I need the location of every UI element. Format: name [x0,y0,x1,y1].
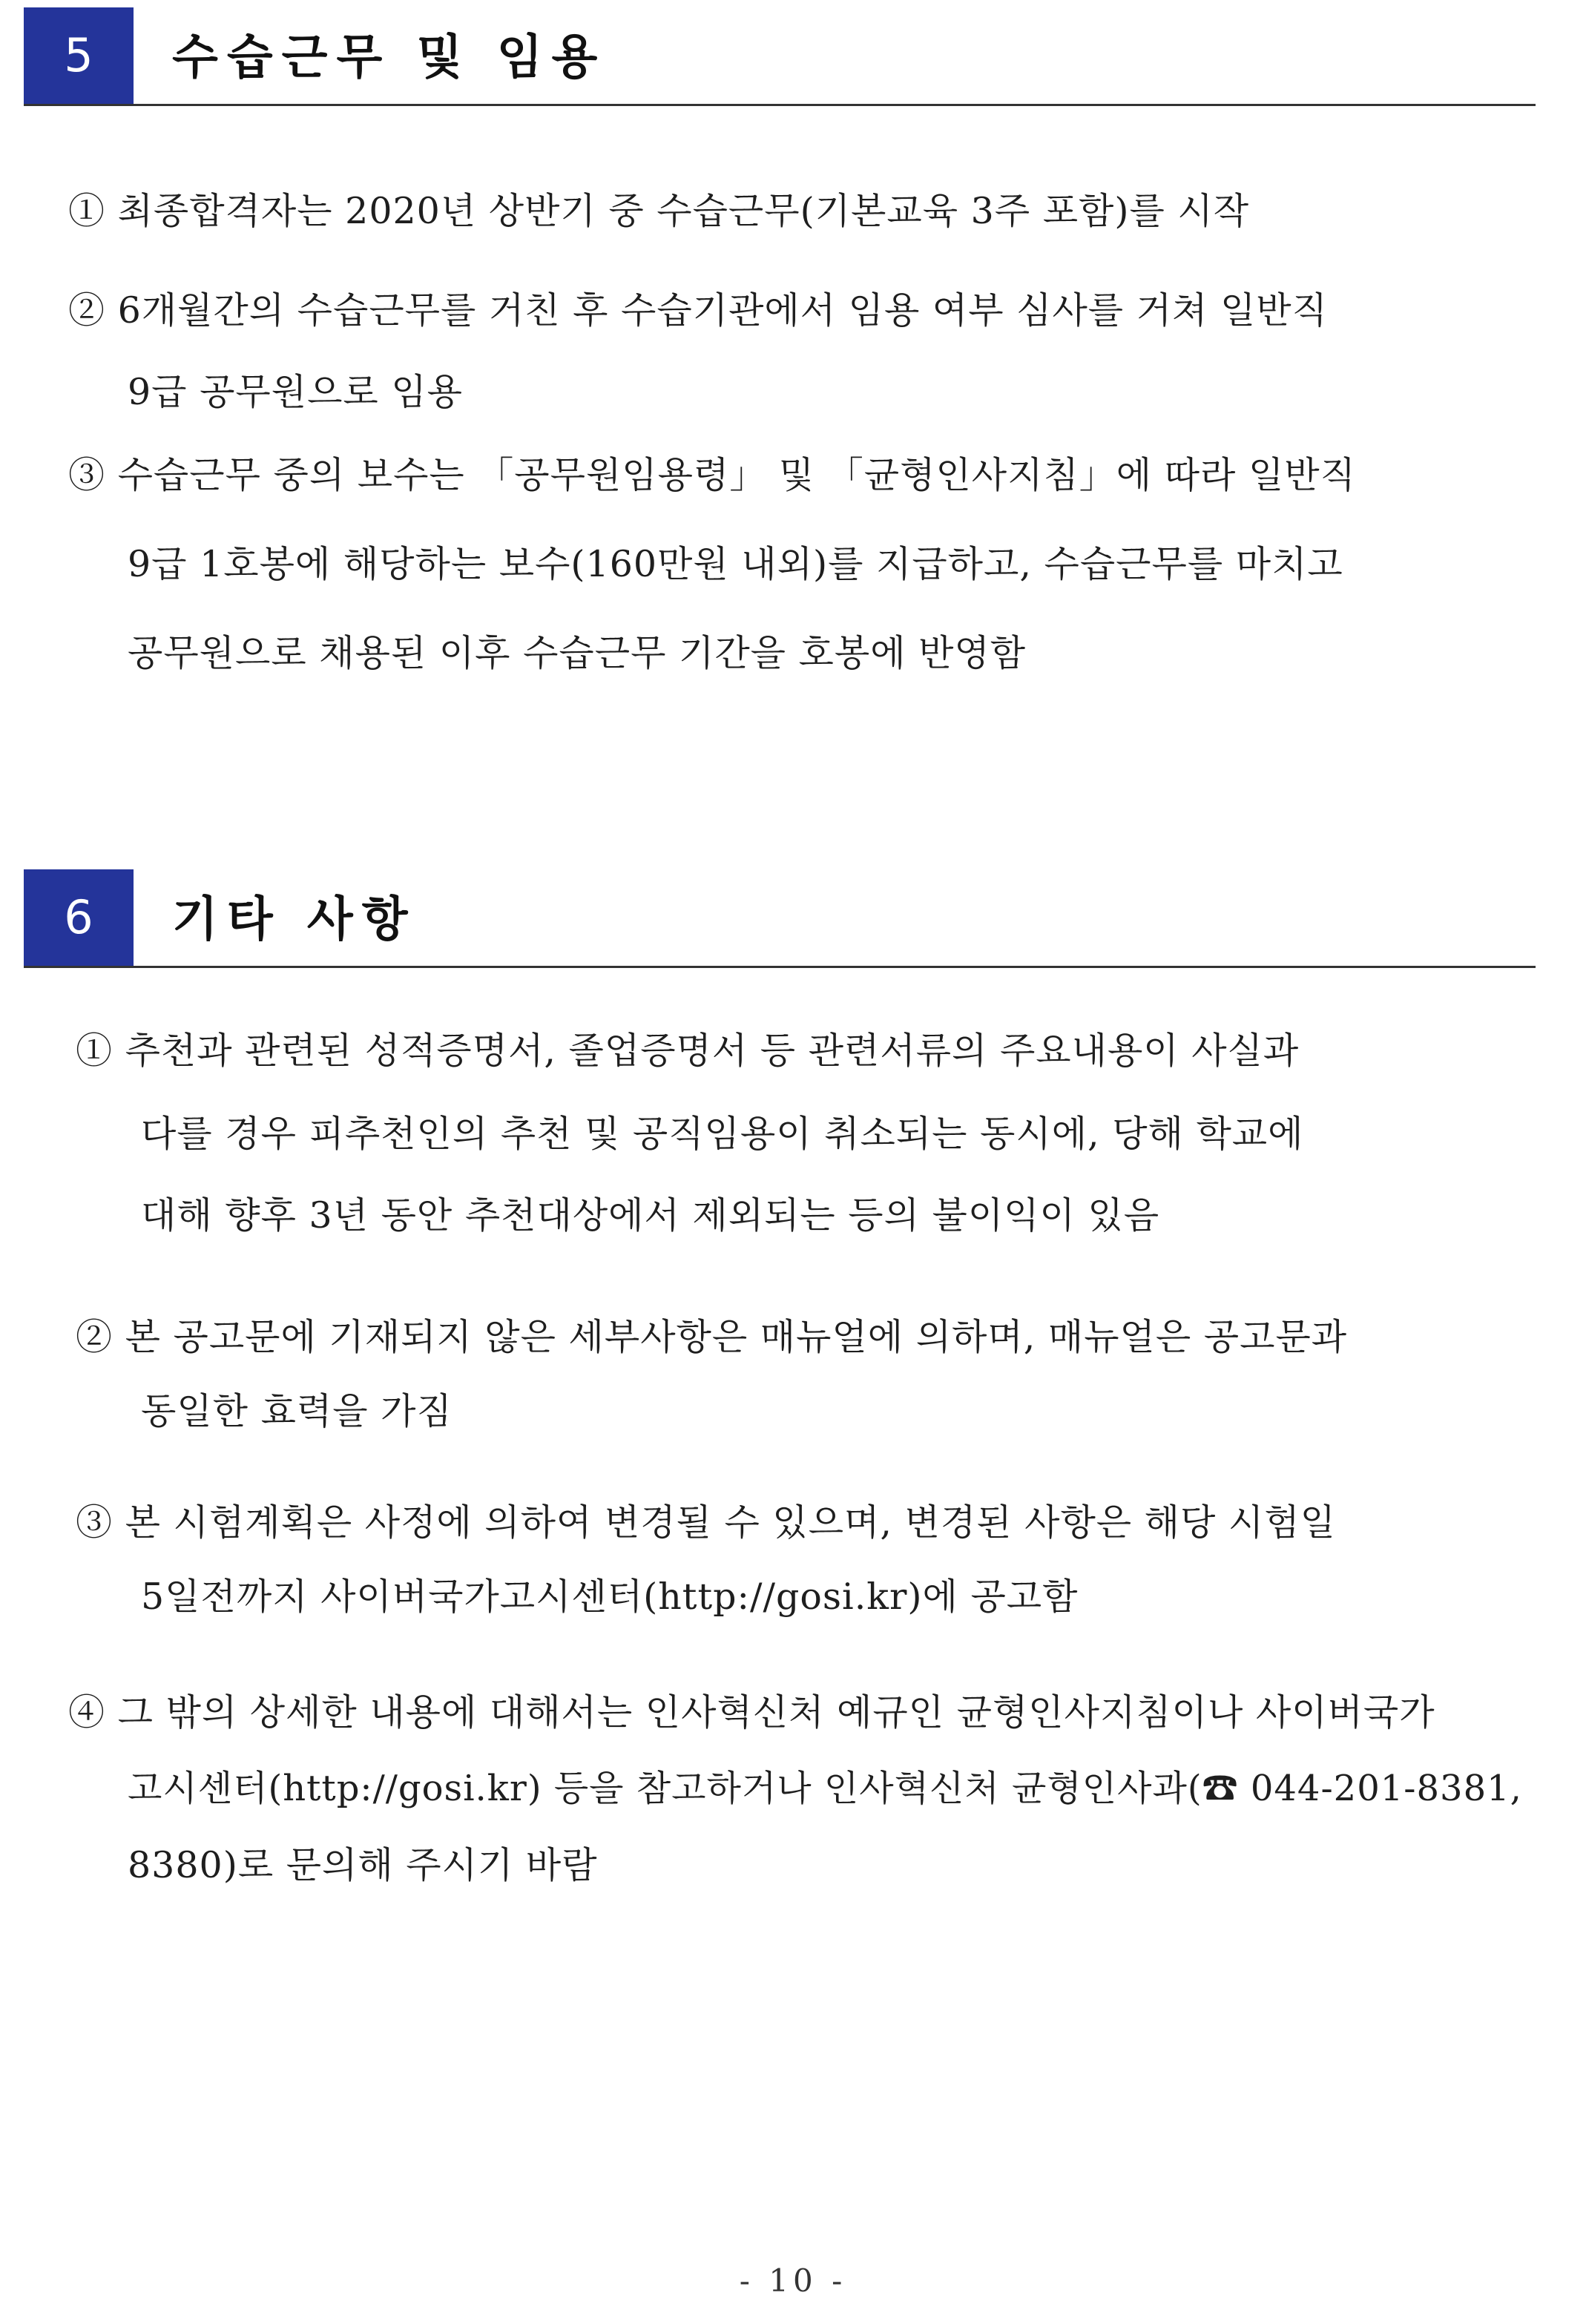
paragraph-line: 9급 1호봉에 해당하는 보수(160만원 내외)를 지급하고, 수습근무를 마치고 [128,543,1343,585]
paragraph-line: 고시센터(http://gosi.kr) 등을 참고하거나 인사혁신처 균형인사과(☎ 044-201-8381, [128,1768,1522,1809]
section-number: 6 [24,869,134,966]
page-number: - 10 - [739,2262,847,2299]
section-6-header [24,869,1536,968]
paragraph-line: 동일한 효력을 가짐 [141,1390,453,1432]
paragraph-line: 다를 경우 피추천인의 추천 및 공직임용이 취소되는 동시에, 당해 학교에 [141,1113,1304,1155]
paragraph-line: 5일전까지 사이버국가고시센터(http://gosi.kr)에 공고함 [141,1576,1079,1618]
section-title: 수습근무 및 임용 [172,30,607,85]
paragraph-line: 9급 공무원으로 임용 [128,371,463,413]
paragraph-line: 8380)로 문의해 주시기 바람 [128,1844,598,1886]
paragraph-line: ④ 그 밖의 상세한 내용에 대해서는 인사혁신처 예규인 균형인사지침이나 사이버국가 [68,1691,1435,1734]
paragraph-line: ② 6개월간의 수습근무를 거친 후 수습기관에서 임용 여부 심사를 거쳐 일반직 [68,289,1328,332]
paragraph-line: ③ 본 시험계획은 사정에 의하여 변경될 수 있으며, 변경된 사항은 해당 시험일 [76,1501,1336,1544]
section-title: 기타 사항 [172,892,417,947]
paragraph-line: ② 본 공고문에 기재되지 않은 세부사항은 매뉴얼에 의하며, 매뉴얼은 공고문과 [76,1316,1348,1358]
section-number: 5 [24,7,134,104]
paragraph-line: ③ 수습근무 중의 보수는 「공무원임용령」 및 「균형인사지침」에 따라 일반직 [68,454,1356,496]
paragraph-line: 공무원으로 채용된 이후 수습근무 기간을 호봉에 반영함 [128,632,1027,674]
paragraph-line: ① 추천과 관련된 성적증명서, 졸업증명서 등 관련서류의 주요내용이 사실과 [76,1030,1300,1072]
paragraph-line: ① 최종합격자는 2020년 상반기 중 수습근무(기본교육 3주 포함)를 시작 [68,190,1250,232]
section-5-header [24,7,1536,106]
paragraph-line: 대해 향후 3년 동안 추천대상에서 제외되는 등의 불이익이 있음 [141,1194,1160,1237]
